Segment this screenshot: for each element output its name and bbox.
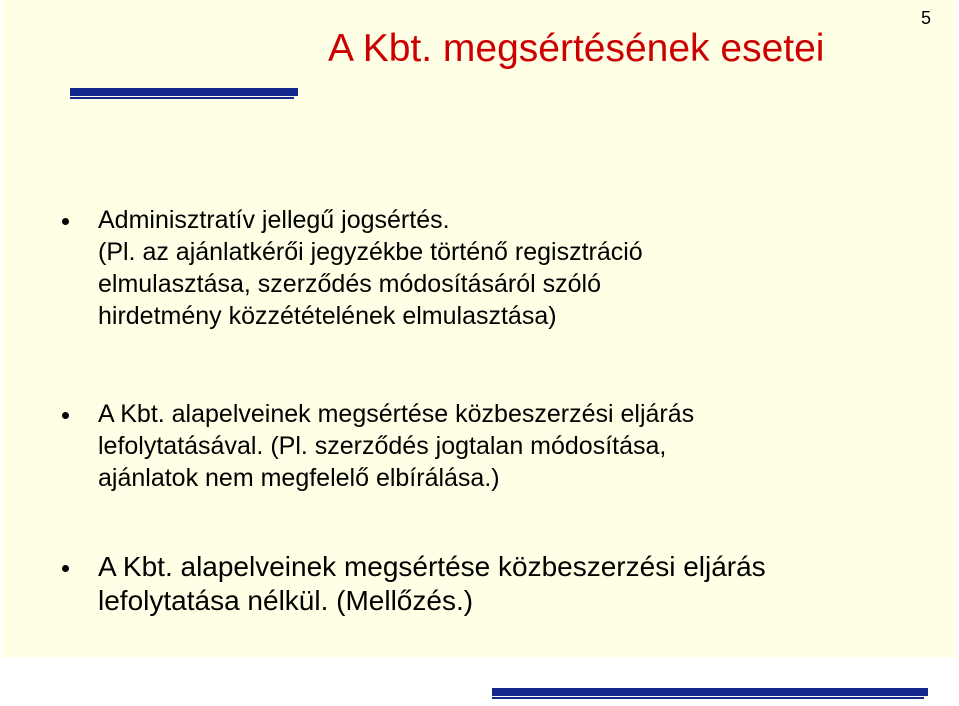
bullet-dot-icon bbox=[62, 218, 69, 225]
bullet-line: (Pl. az ajánlatkérői jegyzékbe történő regisztráció bbox=[98, 238, 643, 266]
bullet-line: A Kbt. alapelveinek megsértése közbeszerzési eljárás bbox=[98, 400, 695, 428]
title-underline-rule bbox=[70, 88, 300, 100]
page-number: 5 bbox=[920, 8, 931, 28]
bullet-line: elmulasztása, szerződés módosításáról szóló bbox=[98, 270, 602, 298]
bullet-dot-icon bbox=[62, 565, 69, 572]
footer-rule bbox=[492, 688, 928, 700]
bullet-text bbox=[98, 398, 694, 494]
bullet-line: ajánlatok nem megfelelő elbírálása.) bbox=[98, 464, 500, 492]
slide-title: A Kbt. megsértésének esetei bbox=[328, 27, 825, 70]
title-rule-thick bbox=[70, 88, 298, 96]
footer-rule-thin bbox=[492, 697, 924, 699]
bullet-line: Adminisztratív jellegű jogsértés. bbox=[98, 206, 450, 234]
footer-rule-thick bbox=[492, 688, 928, 696]
title-rule-thin bbox=[70, 97, 294, 99]
bullet-line: hirdetmény közzétételének elmulasztása) bbox=[98, 302, 557, 330]
bullet-dot-icon bbox=[62, 412, 69, 419]
bullet-text bbox=[98, 204, 643, 332]
bullet-text bbox=[98, 550, 766, 618]
bullet-line: lefolytatása nélkül. (Mellőzés.) bbox=[98, 585, 474, 616]
bullet-line: lefolytatásával. (Pl. szerződés jogtalan módosítása, bbox=[98, 432, 667, 460]
bullet-line: A Kbt. alapelveinek megsértése közbeszerzési eljárás bbox=[98, 551, 766, 582]
